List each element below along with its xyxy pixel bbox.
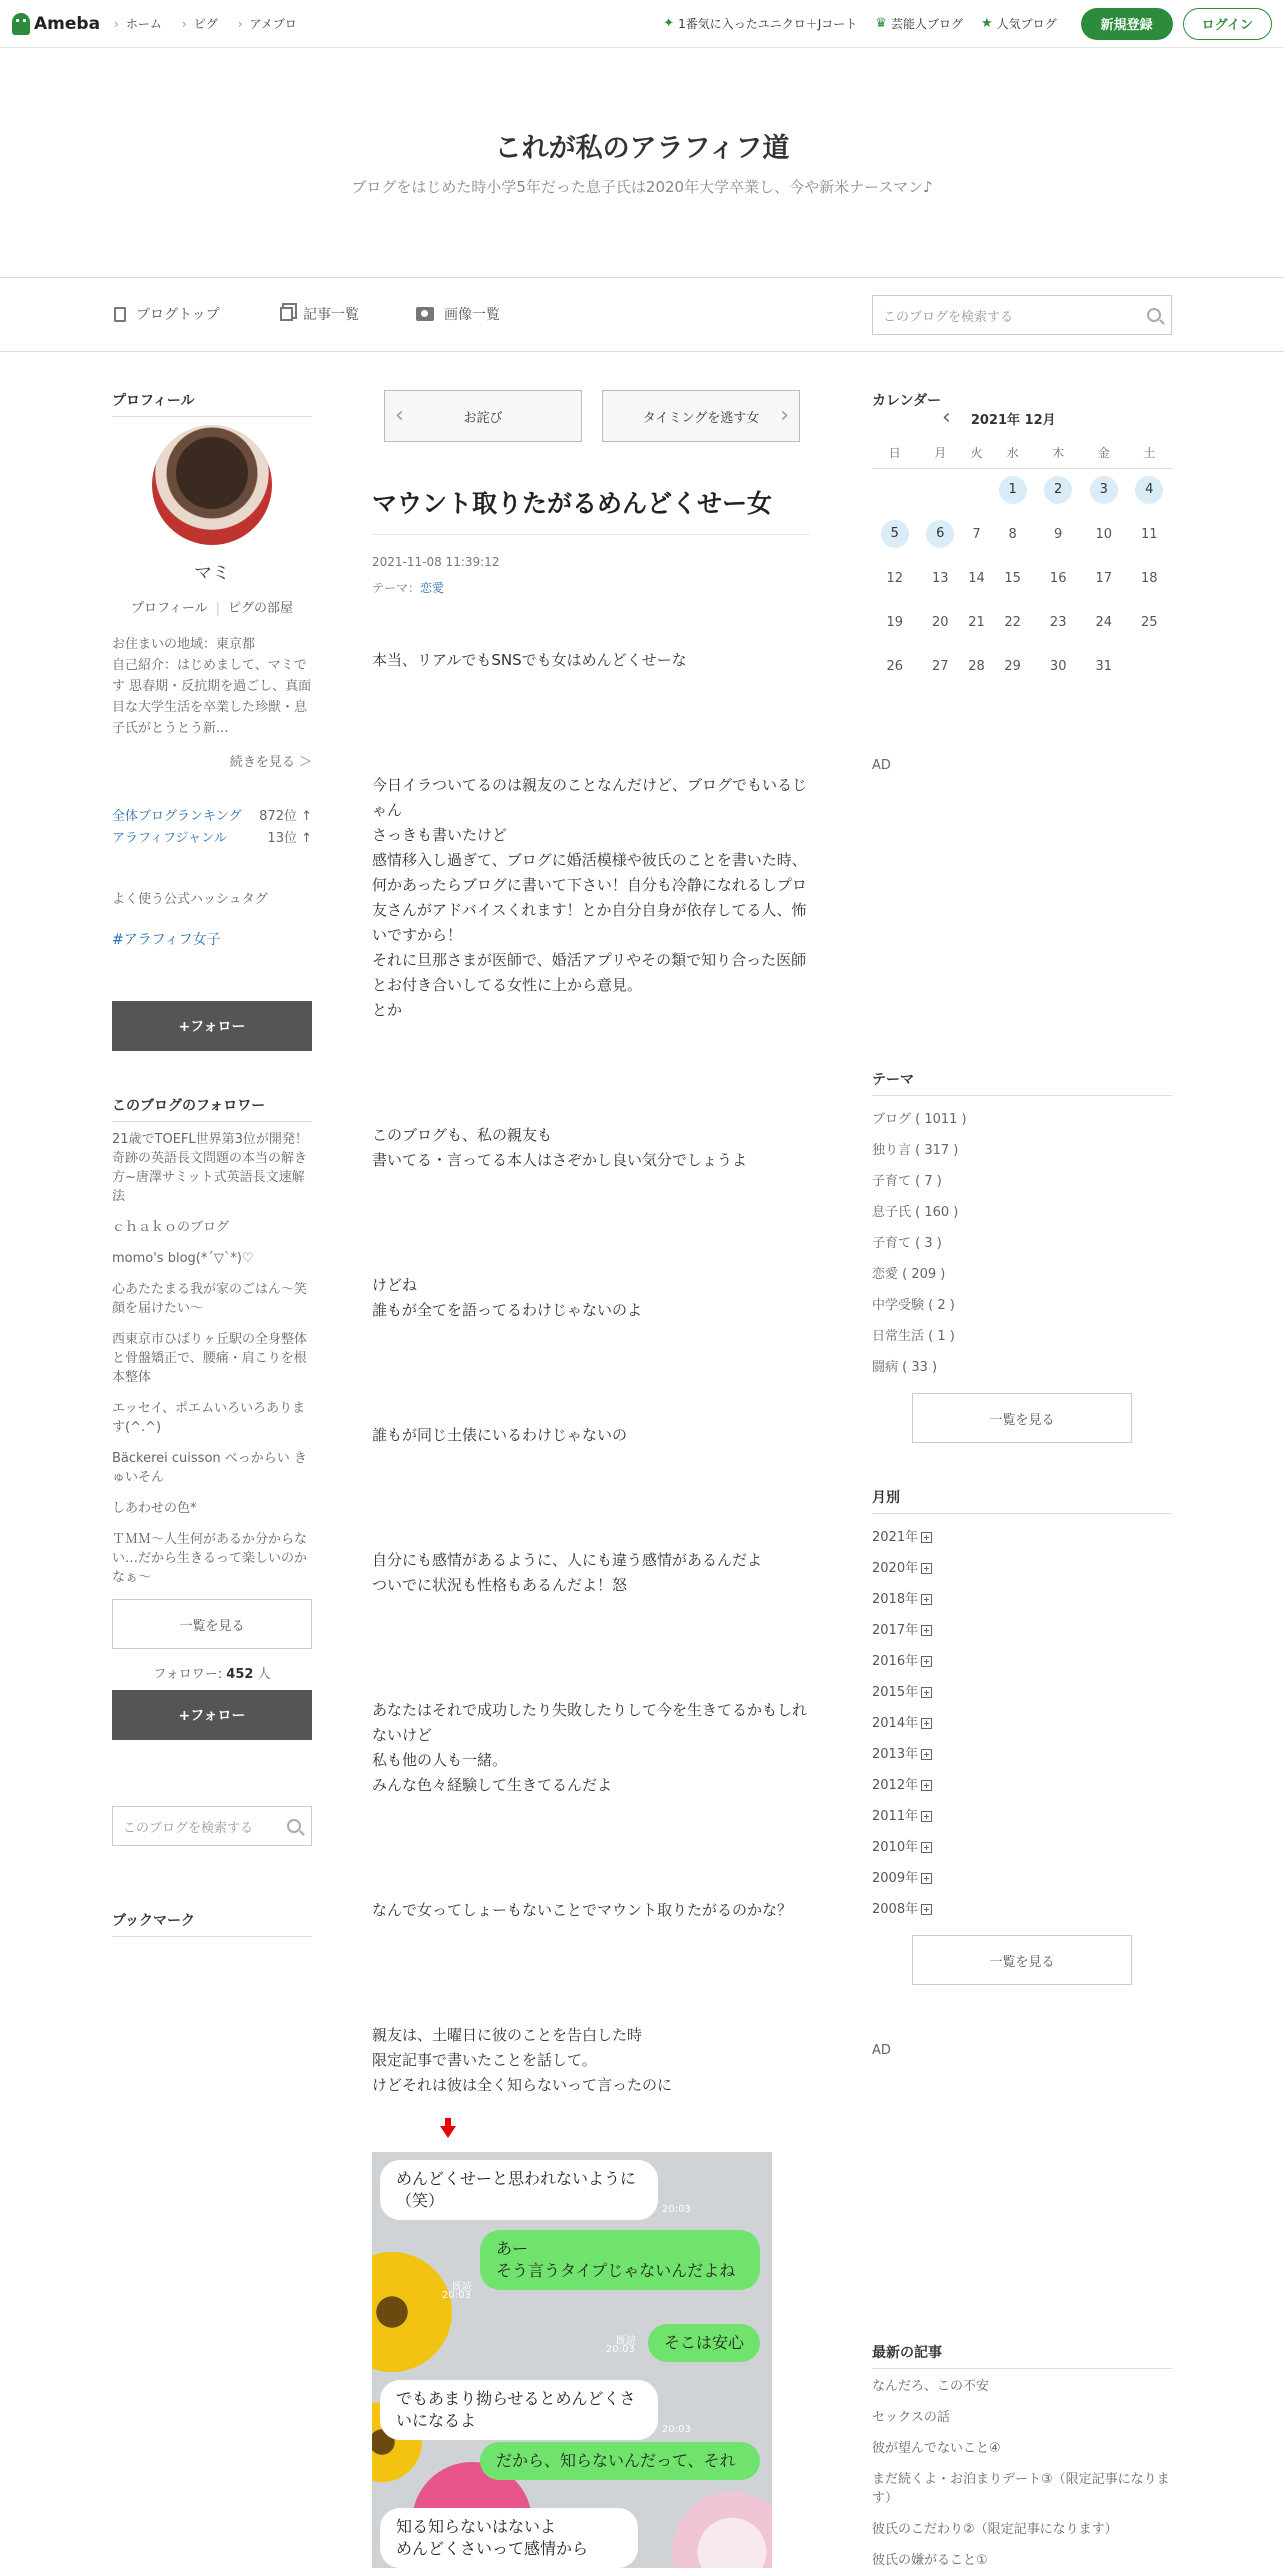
month-label: 2021年 bbox=[872, 1530, 919, 1545]
profile-link[interactable]: プロフィール bbox=[130, 601, 208, 616]
month-item[interactable] bbox=[872, 1770, 1172, 1801]
calendar-day[interactable] bbox=[1126, 556, 1172, 600]
follower-item[interactable]: しあわせの色* bbox=[112, 1501, 197, 1516]
calendar-header bbox=[942, 405, 1172, 430]
blog-title[interactable]: これが私のアラフィフ道 bbox=[494, 133, 790, 164]
month-list-all-button[interactable]: 一覧を見る bbox=[912, 1935, 1132, 1985]
month-label: 2017年 bbox=[872, 1623, 919, 1638]
entry-paragraph: あなたはそれで成功したり失敗したりして今を生きてるかもしれないけど 私も他の人も一緒。 みんな色々経験して生きてるんだよ bbox=[372, 1701, 808, 1794]
hashtag-heading: よく使う公式ハッシュタグ bbox=[112, 892, 268, 907]
calendar-day-number[interactable]: 6 bbox=[926, 520, 954, 548]
entry-theme-link[interactable]: 恋愛 bbox=[420, 581, 445, 595]
blog-search-top[interactable] bbox=[872, 295, 1172, 335]
blog-search-top-input[interactable]: このブログを検索する bbox=[883, 309, 1014, 325]
global-nav bbox=[114, 15, 297, 32]
down-arrow-icon bbox=[440, 2126, 456, 2138]
calendar-day[interactable] bbox=[872, 512, 918, 556]
rank-genre[interactable] bbox=[112, 828, 312, 850]
entry-paragraph: 自分にも感情があるように、人にも違う感情があるんだよ ついでに状況も性格もあるんだよ！怒 bbox=[372, 1551, 763, 1594]
calendar-day[interactable] bbox=[990, 556, 1036, 600]
recent-heading: 最新の記事 bbox=[872, 2342, 1172, 2369]
month-item[interactable] bbox=[872, 1677, 1172, 1708]
calendar-day[interactable] bbox=[1081, 600, 1127, 644]
follower-item[interactable]: momo's blog(*´▽`*)♡ bbox=[112, 1251, 254, 1266]
prev-entry-button[interactable] bbox=[384, 390, 582, 442]
month-item[interactable] bbox=[872, 1646, 1172, 1677]
flower-image bbox=[672, 2492, 772, 2568]
weekday-label: 金 bbox=[1097, 446, 1110, 461]
month-item[interactable] bbox=[872, 1522, 1172, 1553]
month-label: 2009年 bbox=[872, 1871, 919, 1886]
blog-description: ブログをはじめた時小学5年だった息子氏は2020年大学卒業し、今や新米ナースマン♪ bbox=[351, 178, 933, 196]
rank-all[interactable] bbox=[112, 806, 312, 828]
theme-item[interactable]: 独り言 ( 317 ) bbox=[872, 1143, 959, 1158]
sunflower-image bbox=[372, 2252, 452, 2372]
weekday-label: 水 bbox=[1006, 446, 1019, 461]
month-label: 2020年 bbox=[872, 1561, 919, 1576]
month-label: 2008年 bbox=[872, 1902, 919, 1917]
month-label: 2013年 bbox=[872, 1747, 919, 1762]
calendar-day[interactable] bbox=[872, 556, 918, 600]
calendar-day[interactable] bbox=[1081, 644, 1127, 688]
weekday-label: 火 bbox=[970, 446, 983, 461]
main-content bbox=[372, 390, 810, 2558]
calendar-day[interactable] bbox=[990, 512, 1036, 556]
followers-heading: このブログのフォロワー bbox=[112, 1095, 312, 1122]
calendar-day[interactable] bbox=[1035, 468, 1081, 512]
star-icon: ★ bbox=[980, 16, 993, 31]
calendar-day[interactable] bbox=[1035, 600, 1081, 644]
chevron-left-icon: ‹ bbox=[395, 403, 404, 428]
copy-icon bbox=[280, 307, 293, 321]
theme-item[interactable]: ブログ ( 1011 ) bbox=[872, 1112, 967, 1127]
calendar-day[interactable] bbox=[1126, 512, 1172, 556]
weekday-label: 土 bbox=[1143, 446, 1156, 461]
calendar-day[interactable] bbox=[990, 468, 1036, 512]
calendar-day[interactable] bbox=[918, 556, 964, 600]
calendar-day-number: 30 bbox=[1049, 658, 1067, 674]
camera-icon bbox=[416, 307, 434, 321]
calendar-day-number: 28 bbox=[968, 658, 985, 674]
month-item[interactable] bbox=[872, 1863, 1172, 1894]
avatar[interactable] bbox=[152, 425, 272, 545]
month-label: 2012年 bbox=[872, 1778, 919, 1793]
month-item[interactable] bbox=[872, 1615, 1172, 1646]
calendar-day-number[interactable]: 4 bbox=[1135, 476, 1163, 504]
chevron-left-icon[interactable]: ‹ bbox=[942, 405, 951, 430]
calendar-day-number: 14 bbox=[968, 570, 985, 586]
plus-box-icon[interactable] bbox=[921, 1594, 932, 1605]
calendar-day bbox=[963, 468, 990, 512]
recent-entry[interactable]: 彼が望んでないこと④ bbox=[872, 2441, 1001, 2456]
month-label: 2016年 bbox=[872, 1654, 919, 1669]
follower-item[interactable]: Bäckerei cuisson べっからい きゅいそん bbox=[112, 1451, 307, 1485]
theme-item[interactable]: 子育て ( 7 ) bbox=[872, 1174, 942, 1189]
month-label: 2014年 bbox=[872, 1716, 919, 1731]
calendar-day-number: 10 bbox=[1095, 526, 1112, 542]
image-list-label: 画像一覧 bbox=[444, 307, 500, 323]
calendar-day-number: 29 bbox=[1004, 658, 1021, 674]
calendar-day[interactable] bbox=[963, 556, 990, 600]
calendar-day[interactable] bbox=[990, 600, 1036, 644]
calendar-day[interactable] bbox=[963, 644, 990, 688]
plus-box-icon[interactable] bbox=[921, 1904, 932, 1915]
chat-bubble-sent: そこは安心 bbox=[648, 2324, 760, 2362]
follower-list bbox=[112, 1130, 312, 1587]
entry-paragraph: 親友は、土曜日に彼のことを告白した時 限定記事で書いたことを話して。 けどそれは彼は全く知らないって言ったのに bbox=[372, 2026, 673, 2094]
chat-bubble-sent: あー そう言うタイプじゃないんだよね bbox=[480, 2230, 760, 2290]
calendar-heading: カレンダー bbox=[872, 393, 942, 409]
calendar-day-number: 16 bbox=[1049, 570, 1067, 586]
month-list bbox=[872, 1522, 1172, 1925]
calendar-day[interactable] bbox=[1035, 644, 1081, 688]
entry-list-label: 記事一覧 bbox=[303, 307, 359, 323]
plus-box-icon[interactable] bbox=[921, 1625, 932, 1636]
follower-count-unit: 人 bbox=[253, 1667, 271, 1682]
sparkle-icon: ✦ bbox=[663, 16, 675, 31]
calendar-day-number: 17 bbox=[1095, 570, 1112, 586]
ameba-logo-icon bbox=[12, 13, 30, 35]
calendar-day-number: 8 bbox=[1008, 526, 1017, 542]
plus-box-icon[interactable] bbox=[921, 1842, 932, 1853]
signup-button[interactable]: 新規登録 bbox=[1081, 8, 1173, 40]
month-label: 2015年 bbox=[872, 1685, 919, 1700]
calendar-day-number: 31 bbox=[1095, 658, 1112, 674]
next-entry-label: タイミングを逃す女 bbox=[642, 410, 760, 426]
calendar-day-number: 21 bbox=[968, 614, 985, 630]
recent-entry[interactable]: 彼氏のこだわり②（限定記事になります） bbox=[872, 2522, 1118, 2537]
right-sidebar bbox=[872, 390, 1172, 2568]
theme-list-all-button[interactable]: 一覧を見る bbox=[912, 1393, 1132, 1443]
month-item[interactable] bbox=[872, 1894, 1172, 1925]
ameba-logo[interactable] bbox=[12, 13, 100, 35]
calendar-day-number: 23 bbox=[1049, 614, 1067, 630]
entry-body bbox=[372, 648, 810, 2098]
calendar-day-number: 13 bbox=[932, 570, 949, 586]
month-label: 2010年 bbox=[872, 1840, 919, 1855]
recent-entry[interactable]: まだ続くよ・お泊まりデート③（限定記事になります） bbox=[872, 2472, 1170, 2506]
trend-link-label: 1番気に入ったユニクロ＋Jコート bbox=[678, 17, 858, 31]
nav-home[interactable]: › ホーム bbox=[114, 15, 162, 32]
chevron-right-icon: › bbox=[780, 403, 789, 428]
ad-label: AD bbox=[872, 758, 891, 773]
header-right bbox=[663, 8, 1272, 40]
calendar-day-number: 24 bbox=[1095, 614, 1112, 630]
chat-time: 20:03 bbox=[606, 2344, 635, 2355]
chat-bubble-received: 知る知らないはないよ めんどくさいって感情から bbox=[380, 2508, 638, 2568]
nav-pig[interactable]: › ピグ bbox=[182, 15, 218, 32]
rank-genre-label: アラフィフジャンル bbox=[112, 831, 227, 846]
month-label: 2011年 bbox=[872, 1809, 919, 1824]
popular-blog-label: 人気ブログ bbox=[996, 17, 1057, 31]
profile-links bbox=[112, 597, 312, 616]
blog-search-side[interactable] bbox=[112, 1806, 312, 1846]
nav-ameblo[interactable]: › アメブロ bbox=[238, 15, 297, 32]
calendar-day[interactable] bbox=[918, 512, 964, 556]
calendar-day-number: 19 bbox=[886, 614, 904, 630]
blog-nav bbox=[0, 278, 1284, 352]
left-sidebar bbox=[112, 390, 312, 1945]
blog-top-link[interactable] bbox=[114, 304, 220, 324]
theme-item[interactable]: 子育て ( 3 ) bbox=[872, 1236, 942, 1251]
follow-button-2[interactable]: +フォロー bbox=[112, 1690, 312, 1740]
rank-all-label: 全体ブログランキング bbox=[112, 809, 242, 824]
plus-box-icon[interactable] bbox=[921, 1532, 932, 1543]
logo-text: Ameba bbox=[34, 13, 101, 34]
calendar-day[interactable] bbox=[872, 600, 918, 644]
calendar-day-number: 26 bbox=[886, 658, 904, 674]
profile-text bbox=[112, 634, 312, 739]
entry-title[interactable]: マウント取りたがるめんどくせー女 bbox=[372, 484, 810, 535]
calendar-day[interactable] bbox=[963, 600, 990, 644]
theme-item[interactable]: 闘病 ( 33 ) bbox=[872, 1360, 938, 1375]
plus-box-icon[interactable] bbox=[921, 1563, 932, 1574]
follower-count-value: 452 bbox=[226, 1667, 254, 1682]
theme-item[interactable]: 日常生活 ( 1 ) bbox=[872, 1329, 955, 1344]
theme-list bbox=[872, 1104, 1172, 1383]
crown-icon: ♛ bbox=[875, 16, 887, 31]
entry-paragraph: 本当、リアルでもSNSでも女はめんどくせーな bbox=[372, 651, 687, 669]
monthly-heading: 月別 bbox=[872, 1487, 1172, 1514]
follower-item[interactable]: ｃｈａｋｏのブログ bbox=[112, 1220, 230, 1235]
calendar-day-number: 15 bbox=[1004, 570, 1021, 586]
profile-name[interactable]: マミ bbox=[194, 563, 230, 584]
calendar-day[interactable] bbox=[1126, 468, 1172, 512]
calendar-day[interactable] bbox=[963, 512, 990, 556]
calendar-day[interactable] bbox=[1081, 556, 1127, 600]
calendar-day-number[interactable]: 3 bbox=[1090, 476, 1118, 504]
month-item[interactable] bbox=[872, 1553, 1172, 1584]
follower-count bbox=[112, 1663, 312, 1682]
month-label: 2018年 bbox=[872, 1592, 919, 1607]
calendar-day-number[interactable]: 5 bbox=[881, 520, 909, 548]
month-item[interactable] bbox=[872, 1708, 1172, 1739]
celebrity-blog-link[interactable] bbox=[875, 15, 963, 32]
blog-header bbox=[0, 48, 1284, 278]
profile-residence: お住まいの地域：東京都 bbox=[112, 637, 256, 652]
chat-bubble-received: めんどくせーと思われないように（笑） bbox=[380, 2160, 658, 2220]
follow-button[interactable]: +フォロー bbox=[112, 1001, 312, 1051]
chat-screenshot[interactable] bbox=[372, 2152, 772, 2568]
read-more-link[interactable]: 続きを見る ＞ bbox=[229, 755, 312, 770]
calendar-day-number[interactable]: 1 bbox=[999, 476, 1027, 504]
calendar-day-number: 25 bbox=[1140, 614, 1158, 630]
theme-item[interactable]: 恋愛 ( 209 ) bbox=[872, 1267, 946, 1282]
calendar-day bbox=[872, 468, 918, 512]
calendar-day[interactable] bbox=[1126, 600, 1172, 644]
recent-entry[interactable]: なんだろ、この不安 bbox=[872, 2379, 990, 2394]
recent-entry[interactable]: 彼氏の嫌がること① bbox=[872, 2553, 988, 2568]
chat-time: 20:03 bbox=[662, 2424, 691, 2435]
chat-time: 20:03 bbox=[662, 2204, 691, 2215]
chat-bubble-sent: だから、知らないんだって、それ bbox=[480, 2442, 760, 2480]
follower-item[interactable]: 心あたたまる我が家のごはん〜笑顔を届けたい〜 bbox=[112, 1282, 308, 1316]
calendar-day-number: 22 bbox=[1004, 614, 1021, 630]
calendar-day-number: 12 bbox=[886, 570, 904, 586]
recent-list bbox=[872, 2377, 1172, 2568]
calendar-day-number: 9 bbox=[1054, 526, 1063, 542]
next-entry-button[interactable] bbox=[602, 390, 800, 442]
calendar-day[interactable] bbox=[918, 644, 964, 688]
entry-date: 2021-11-08 11:39:12 bbox=[372, 555, 500, 569]
rank-genre-value: 13位 ↑ bbox=[267, 831, 312, 846]
entry-theme-label: テーマ： bbox=[372, 581, 421, 595]
image-list-link[interactable] bbox=[416, 304, 500, 324]
search-icon[interactable] bbox=[1147, 308, 1161, 322]
ranking bbox=[112, 806, 312, 850]
login-button[interactable]: ログイン bbox=[1183, 8, 1272, 40]
divider: | bbox=[215, 601, 221, 616]
follower-item[interactable]: エッセイ、ポエムいろいろあります(^.^) bbox=[112, 1401, 306, 1435]
month-item[interactable] bbox=[872, 1832, 1172, 1863]
calendar-day-number: 20 bbox=[932, 614, 949, 630]
month-item[interactable] bbox=[872, 1739, 1172, 1770]
entry-paragraph: けどね 誰もが全てを語ってるわけじゃないのよ bbox=[372, 1276, 643, 1319]
calendar-day[interactable] bbox=[1035, 556, 1081, 600]
plus-box-icon[interactable] bbox=[921, 1656, 932, 1667]
calendar-day-number: 27 bbox=[932, 658, 949, 674]
entry-paragraph: 誰もが同じ土俵にいるわけじゃないの bbox=[372, 1426, 628, 1444]
theme-item[interactable]: 中学受験 ( 2 ) bbox=[872, 1298, 955, 1313]
chat-bubble-received: でもあまり拗らせるとめんどくさいになるよ bbox=[380, 2380, 658, 2440]
popular-blog-link[interactable] bbox=[981, 15, 1057, 32]
prev-entry-label: お詫び bbox=[463, 410, 503, 426]
month-item[interactable] bbox=[872, 1584, 1172, 1615]
plus-box-icon[interactable] bbox=[921, 1873, 932, 1884]
calendar-day-number: 11 bbox=[1140, 526, 1158, 542]
chat-read: 既読 bbox=[616, 2336, 636, 2347]
weekday-label: 木 bbox=[1052, 446, 1065, 461]
entry-theme bbox=[372, 579, 810, 596]
weekday-label: 日 bbox=[888, 446, 901, 461]
calendar-day-number: 18 bbox=[1140, 570, 1158, 586]
pig-room-link[interactable]: ピグの部屋 bbox=[228, 601, 294, 616]
plus-box-icon[interactable] bbox=[921, 1687, 932, 1698]
profile-intro: 自己紹介：はじめまして、マミです 思春期・反抗期を過ごし、真面目な大学生活を卒業した珍獣・息子氏がとうとう新... bbox=[112, 658, 312, 736]
entry-paragraph: なんで女ってしょーもないことでマウント取りたがるのかな？ bbox=[372, 1901, 793, 1919]
plus-box-icon[interactable] bbox=[921, 1780, 932, 1791]
calendar-day[interactable] bbox=[872, 644, 918, 688]
chat-time: 20:03 bbox=[442, 2290, 471, 2301]
ad-label: AD bbox=[872, 2043, 891, 2058]
hashtag-link[interactable]: #アラフィフ女子 bbox=[112, 932, 221, 948]
entry-paragraph: このブログも、私の親友も 書いてる・言ってる本人はさぞかし良い気分でしょうよ bbox=[372, 1126, 748, 1169]
plus-box-icon[interactable] bbox=[921, 1811, 932, 1822]
weekday-label: 月 bbox=[934, 446, 947, 461]
calendar-day[interactable] bbox=[1081, 468, 1127, 512]
follower-count-label: フォロワー: bbox=[153, 1667, 227, 1682]
month-item[interactable] bbox=[872, 1801, 1172, 1832]
calendar-day-number[interactable]: 2 bbox=[1044, 476, 1072, 504]
document-icon bbox=[114, 307, 126, 322]
profile-heading: プロフィール bbox=[112, 390, 312, 417]
search-icon[interactable] bbox=[287, 1819, 301, 1833]
rank-all-value: 872位 ↑ bbox=[259, 809, 312, 824]
calendar-day bbox=[918, 468, 964, 512]
entry-list-link[interactable] bbox=[280, 304, 359, 324]
blog-search-side-input[interactable]: このブログを検索する bbox=[123, 1820, 254, 1836]
follower-item[interactable]: ＴＭＭ～人生何があるか分からない…だから生きるって楽しいのかなぁ～ bbox=[112, 1532, 308, 1585]
entry-paragraph: 今日イラついてるのは親友のことなんだけど、ブログでもいるじゃん さっきも書いたけど 感情移入し過ぎて、ブログに婚活模様や彼氏のことを書いた時、何かあったらブログに書いて下さい！自分も冷静になれるしプロ友さんがアドバイスくれます！とか自分自身が依存してる人、怖いですから！ それに旦那さまが医師で、婚活アプリやその類で知り合った医師とお付き合いしてる女性に上から意見。 とか bbox=[372, 776, 808, 1019]
bookmark-heading: ブックマーク bbox=[112, 1910, 312, 1937]
chat-read: 既読 bbox=[452, 2282, 472, 2293]
followers-list-all-button[interactable]: 一覧を見る bbox=[112, 1599, 312, 1649]
calendar-day[interactable] bbox=[918, 600, 964, 644]
calendar-day[interactable] bbox=[1035, 512, 1081, 556]
global-header bbox=[0, 0, 1284, 48]
blog-top-label: ブログトップ bbox=[136, 307, 220, 323]
plus-box-icon[interactable] bbox=[921, 1718, 932, 1729]
recent-entry[interactable]: セックスの話 bbox=[872, 2410, 950, 2425]
entry-pager bbox=[384, 390, 800, 442]
follower-item[interactable]: 西東京市ひばりヶ丘駅の全身整体と骨盤矯正で、腰痛・肩こりを根本整体 bbox=[112, 1332, 308, 1385]
calendar bbox=[872, 438, 1172, 688]
plus-box-icon[interactable] bbox=[921, 1749, 932, 1760]
calendar-month: 2021年 12月 bbox=[970, 412, 1056, 428]
trend-link[interactable] bbox=[663, 15, 857, 32]
follower-item[interactable]: 21歳でTOEFL世界第3位が開発！奇跡の英語長文問題の本当の解き方~唐澤サミット式英語長文速解法 bbox=[112, 1132, 308, 1204]
calendar-day[interactable] bbox=[1081, 512, 1127, 556]
celebrity-blog-label: 芸能人ブログ bbox=[890, 17, 963, 31]
calendar-day-number: 7 bbox=[972, 526, 981, 542]
calendar-day bbox=[1126, 644, 1172, 688]
theme-heading: テーマ bbox=[872, 1069, 1172, 1096]
theme-item[interactable]: 息子氏 ( 160 ) bbox=[872, 1205, 959, 1220]
calendar-day[interactable] bbox=[990, 644, 1036, 688]
